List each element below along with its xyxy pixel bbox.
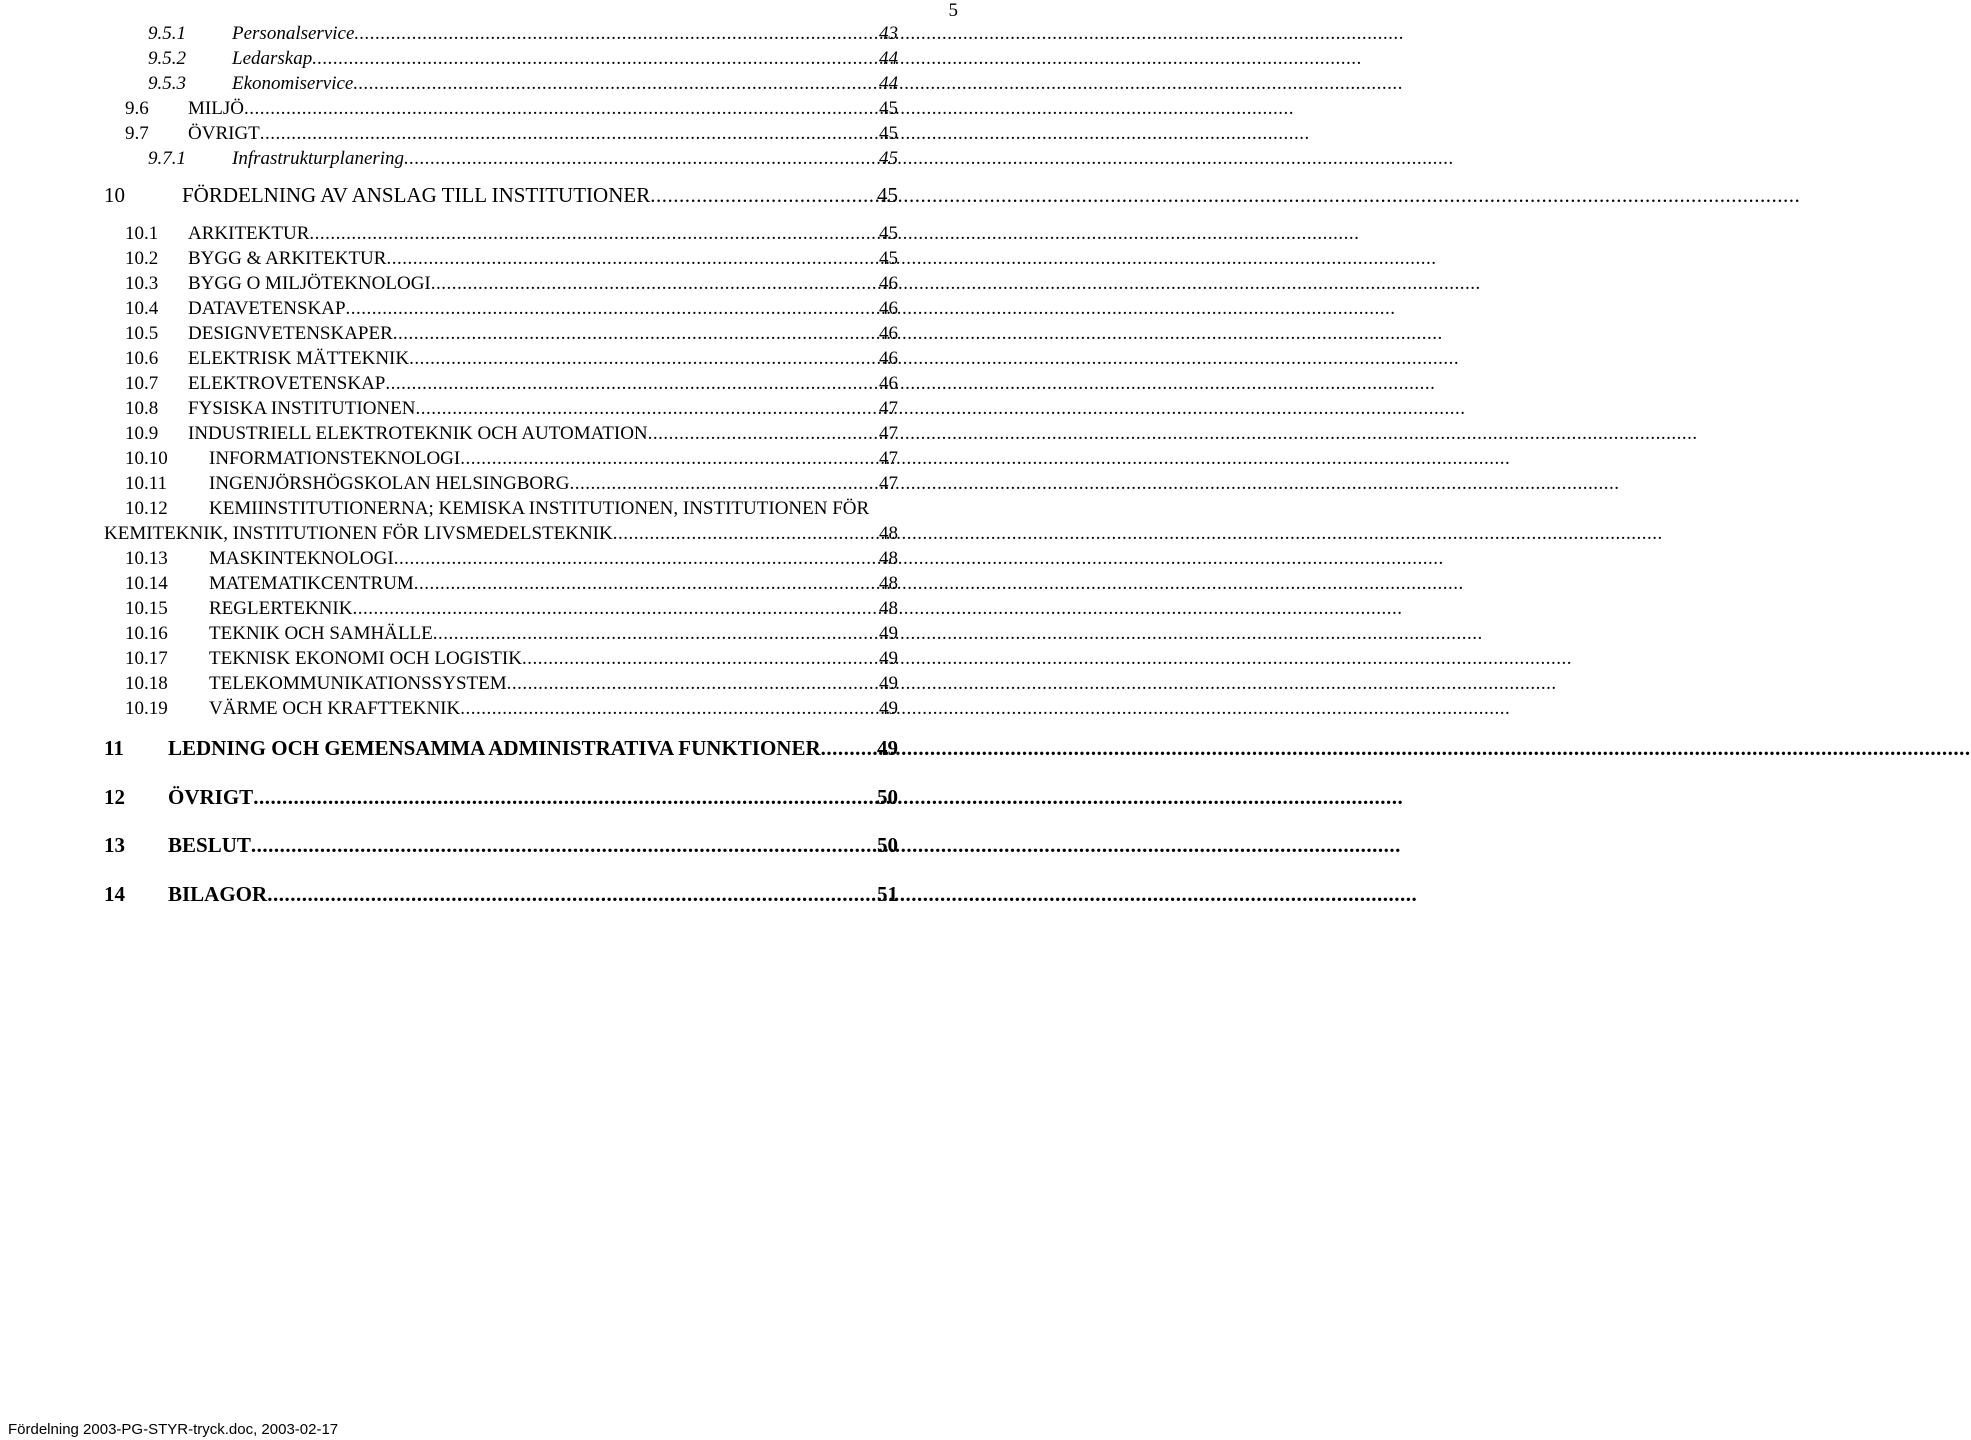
- toc-leader: [352, 599, 878, 618]
- toc-number: 10.13: [125, 548, 168, 569]
- toc-page: 51: [877, 882, 898, 906]
- toc-leader: [522, 649, 878, 668]
- toc-page: 44: [879, 48, 898, 69]
- toc-page: 49: [879, 698, 898, 719]
- toc-leader: [650, 185, 876, 206]
- toc-title: MATEMATIKCENTRUM: [209, 573, 414, 594]
- toc-page: 49: [879, 673, 898, 694]
- toc-number: 10.14: [125, 573, 168, 594]
- toc-number: 10.16: [125, 623, 168, 644]
- toc-entry[interactable]: [104, 787, 898, 808]
- toc-entry-continuation[interactable]: [104, 524, 898, 543]
- toc-entry[interactable]: [104, 185, 898, 206]
- toc-number: 10.4: [125, 298, 159, 319]
- toc-title: INDUSTRIELL ELEKTROTEKNIK OCH AUTOMATION: [188, 423, 648, 444]
- toc-title: INGENJÖRSHÖGSKOLAN HELSINGBORG: [209, 473, 570, 494]
- toc-entry[interactable]: [125, 449, 898, 468]
- toc-entry[interactable]: [125, 549, 898, 568]
- toc-leader: [251, 835, 876, 856]
- toc-page: 49: [877, 736, 898, 760]
- toc-entry[interactable]: [125, 574, 898, 593]
- toc-entry[interactable]: [125, 649, 898, 668]
- toc-entry[interactable]: [125, 674, 898, 693]
- toc-title: REGLERTEKNIK: [209, 598, 353, 619]
- toc-entry[interactable]: [125, 249, 898, 268]
- toc-number: 10.5: [125, 323, 159, 344]
- toc-title: TEKNISK EKONOMI OCH LOGISTIK: [209, 648, 522, 669]
- toc-entry[interactable]: [104, 738, 898, 759]
- toc-entry[interactable]: [125, 399, 898, 418]
- toc-entry[interactable]: [104, 884, 898, 905]
- toc-entry-first-line[interactable]: [125, 499, 869, 518]
- toc-leader: [393, 324, 878, 343]
- toc-leader: [414, 574, 878, 593]
- toc-title: ÖVRIGT: [188, 123, 260, 144]
- toc-leader: [460, 699, 878, 718]
- toc-entry[interactable]: [125, 599, 898, 618]
- toc-entry[interactable]: [125, 324, 898, 343]
- toc-entry[interactable]: [148, 149, 898, 168]
- toc-title: ÖVRIGT: [168, 785, 254, 809]
- toc-title: DATAVETENSKAP: [188, 298, 346, 319]
- toc-page: 45: [879, 148, 898, 169]
- toc-leader: [433, 624, 878, 643]
- toc-leader: [507, 674, 878, 693]
- toc-page: 45: [879, 248, 898, 269]
- toc-number: 10.18: [125, 673, 168, 694]
- toc-title: BYGG O MILJÖTEKNOLOGI: [188, 273, 431, 294]
- toc-title: FÖRDELNING AV ANSLAG TILL INSTITUTIONER: [182, 183, 651, 207]
- toc-page: 48: [879, 548, 898, 569]
- toc-number: 10: [104, 183, 125, 207]
- toc-page: 49: [879, 648, 898, 669]
- toc-title: INFORMATIONSTEKNOLOGI: [209, 448, 461, 469]
- toc-entry[interactable]: [125, 374, 898, 393]
- toc-page: 47: [879, 423, 898, 444]
- toc-page: 48: [879, 523, 898, 544]
- toc-title: BYGG & ARKITEKTUR: [188, 248, 387, 269]
- toc-title: ARKITEKTUR: [188, 223, 310, 244]
- toc-entry[interactable]: [148, 49, 898, 68]
- toc-entry[interactable]: [125, 474, 898, 493]
- toc-leader: [253, 787, 876, 808]
- toc-page: 46: [879, 348, 898, 369]
- toc-page: 50: [877, 785, 898, 809]
- toc-number: 14: [104, 882, 125, 906]
- toc-leader: [460, 449, 878, 468]
- toc-page: 43: [879, 23, 898, 44]
- toc-number: 10.2: [125, 248, 159, 269]
- toc-number: 12: [104, 785, 125, 809]
- toc-page: 45: [879, 223, 898, 244]
- toc-number: 10.19: [125, 698, 168, 719]
- toc-leader: [386, 249, 878, 268]
- toc-leader: [415, 399, 878, 418]
- toc-page: 48: [879, 573, 898, 594]
- toc-title: MILJÖ: [188, 98, 244, 119]
- toc-title: FYSISKA INSTITUTIONEN: [188, 398, 416, 419]
- toc-leader: [346, 299, 878, 318]
- toc-entry[interactable]: [125, 699, 898, 718]
- toc-leader: [244, 99, 878, 118]
- toc-title: Ledarskap: [232, 48, 313, 69]
- toc-title: LEDNING OCH GEMENSAMMA ADMINISTRATIVA FUNKTIONER: [168, 736, 821, 760]
- toc-leader: [353, 74, 878, 93]
- document-footer: Fördelning 2003-PG-STYR-tryck.doc, 2003-02-17: [8, 1421, 339, 1438]
- toc-entry[interactable]: [104, 835, 898, 856]
- toc-title: TELEKOMMUNIKATIONSSYSTEM: [209, 673, 507, 694]
- toc-leader: [267, 884, 876, 905]
- toc-number: 10.8: [125, 398, 159, 419]
- toc-page: 50: [877, 833, 898, 857]
- toc-page: 46: [879, 323, 898, 344]
- toc-leader: [309, 224, 878, 243]
- toc-number: 9.6: [125, 98, 149, 119]
- toc-title: MASKINTEKNOLOGI: [209, 548, 394, 569]
- toc-number: 9.5.1: [148, 23, 186, 44]
- toc-page: 44: [879, 73, 898, 94]
- toc-title: BESLUT: [168, 833, 251, 857]
- toc-title: VÄRME OCH KRAFTTEKNIK: [209, 698, 461, 719]
- toc-leader: [613, 524, 878, 543]
- page-number: 5: [948, 0, 958, 21]
- toc-number: 9.7.1: [148, 148, 186, 169]
- toc-title: DESIGNVETENSKAPER: [188, 323, 393, 344]
- toc-page: 45: [877, 183, 898, 207]
- toc-leader: [312, 49, 878, 68]
- toc-page: 46: [879, 298, 898, 319]
- toc-page: 45: [879, 98, 898, 119]
- toc-title: Personalservice: [232, 23, 355, 44]
- toc-leader: [385, 374, 878, 393]
- toc-entry[interactable]: [148, 74, 898, 93]
- toc-number: 10.12: [125, 498, 168, 519]
- toc-entry[interactable]: [125, 224, 898, 243]
- toc-title-continued: KEMITEKNIK, INSTITUTIONEN FÖR LIVSMEDELSTEKNIK: [104, 523, 613, 544]
- toc-number: 11: [104, 736, 124, 760]
- toc-entry[interactable]: [125, 349, 898, 368]
- toc-leader: [569, 474, 878, 493]
- toc-title: Ekonomiservice: [232, 73, 354, 94]
- toc-entry[interactable]: [125, 424, 898, 443]
- toc-title: Infrastrukturplanering: [232, 148, 405, 169]
- toc-number: 9.5.2: [148, 48, 186, 69]
- toc-number: 10.15: [125, 598, 168, 619]
- toc-page: 46: [879, 273, 898, 294]
- toc-leader: [821, 738, 876, 759]
- toc-page: 48: [879, 598, 898, 619]
- toc-leader: [431, 274, 878, 293]
- toc-entry[interactable]: [125, 624, 898, 643]
- toc-number: 9.5.3: [148, 73, 186, 94]
- toc-number: 9.7: [125, 123, 149, 144]
- toc-page: 45: [879, 123, 898, 144]
- toc-leader: [394, 549, 878, 568]
- toc-number: 10.6: [125, 348, 159, 369]
- toc-entry[interactable]: [148, 24, 898, 43]
- toc-leader: [354, 24, 878, 43]
- toc-entry[interactable]: [125, 99, 898, 118]
- toc-title: ELEKTRISK MÄTTEKNIK: [188, 348, 410, 369]
- toc-entry[interactable]: [125, 124, 898, 143]
- toc-title: KEMIINSTITUTIONERNA; KEMISKA INSTITUTIONEN, INSTITUTIONEN FÖR: [209, 498, 870, 519]
- toc-leader: [648, 424, 878, 443]
- toc-number: 10.17: [125, 648, 168, 669]
- toc-leader: [404, 149, 878, 168]
- toc-number: 10.7: [125, 373, 159, 394]
- toc-number: 10.11: [125, 473, 168, 494]
- toc-entry[interactable]: [125, 299, 898, 318]
- toc-entry[interactable]: [125, 274, 898, 293]
- toc-number: 10.1: [125, 223, 159, 244]
- toc-title: BILAGOR: [168, 882, 268, 906]
- toc-page: 49: [879, 623, 898, 644]
- toc-leader: [409, 349, 878, 368]
- toc-number: 13: [104, 833, 125, 857]
- toc-page: 47: [879, 398, 898, 419]
- toc-page: 46: [879, 373, 898, 394]
- toc-title: ELEKTROVETENSKAP: [188, 373, 386, 394]
- toc-page: 47: [879, 473, 898, 494]
- toc-number: 10.9: [125, 423, 159, 444]
- toc-leader: [260, 124, 878, 143]
- toc-page: 47: [879, 448, 898, 469]
- toc-title: TEKNIK OCH SAMHÄLLE: [209, 623, 433, 644]
- toc-number: 10.3: [125, 273, 159, 294]
- toc-number: 10.10: [125, 448, 168, 469]
